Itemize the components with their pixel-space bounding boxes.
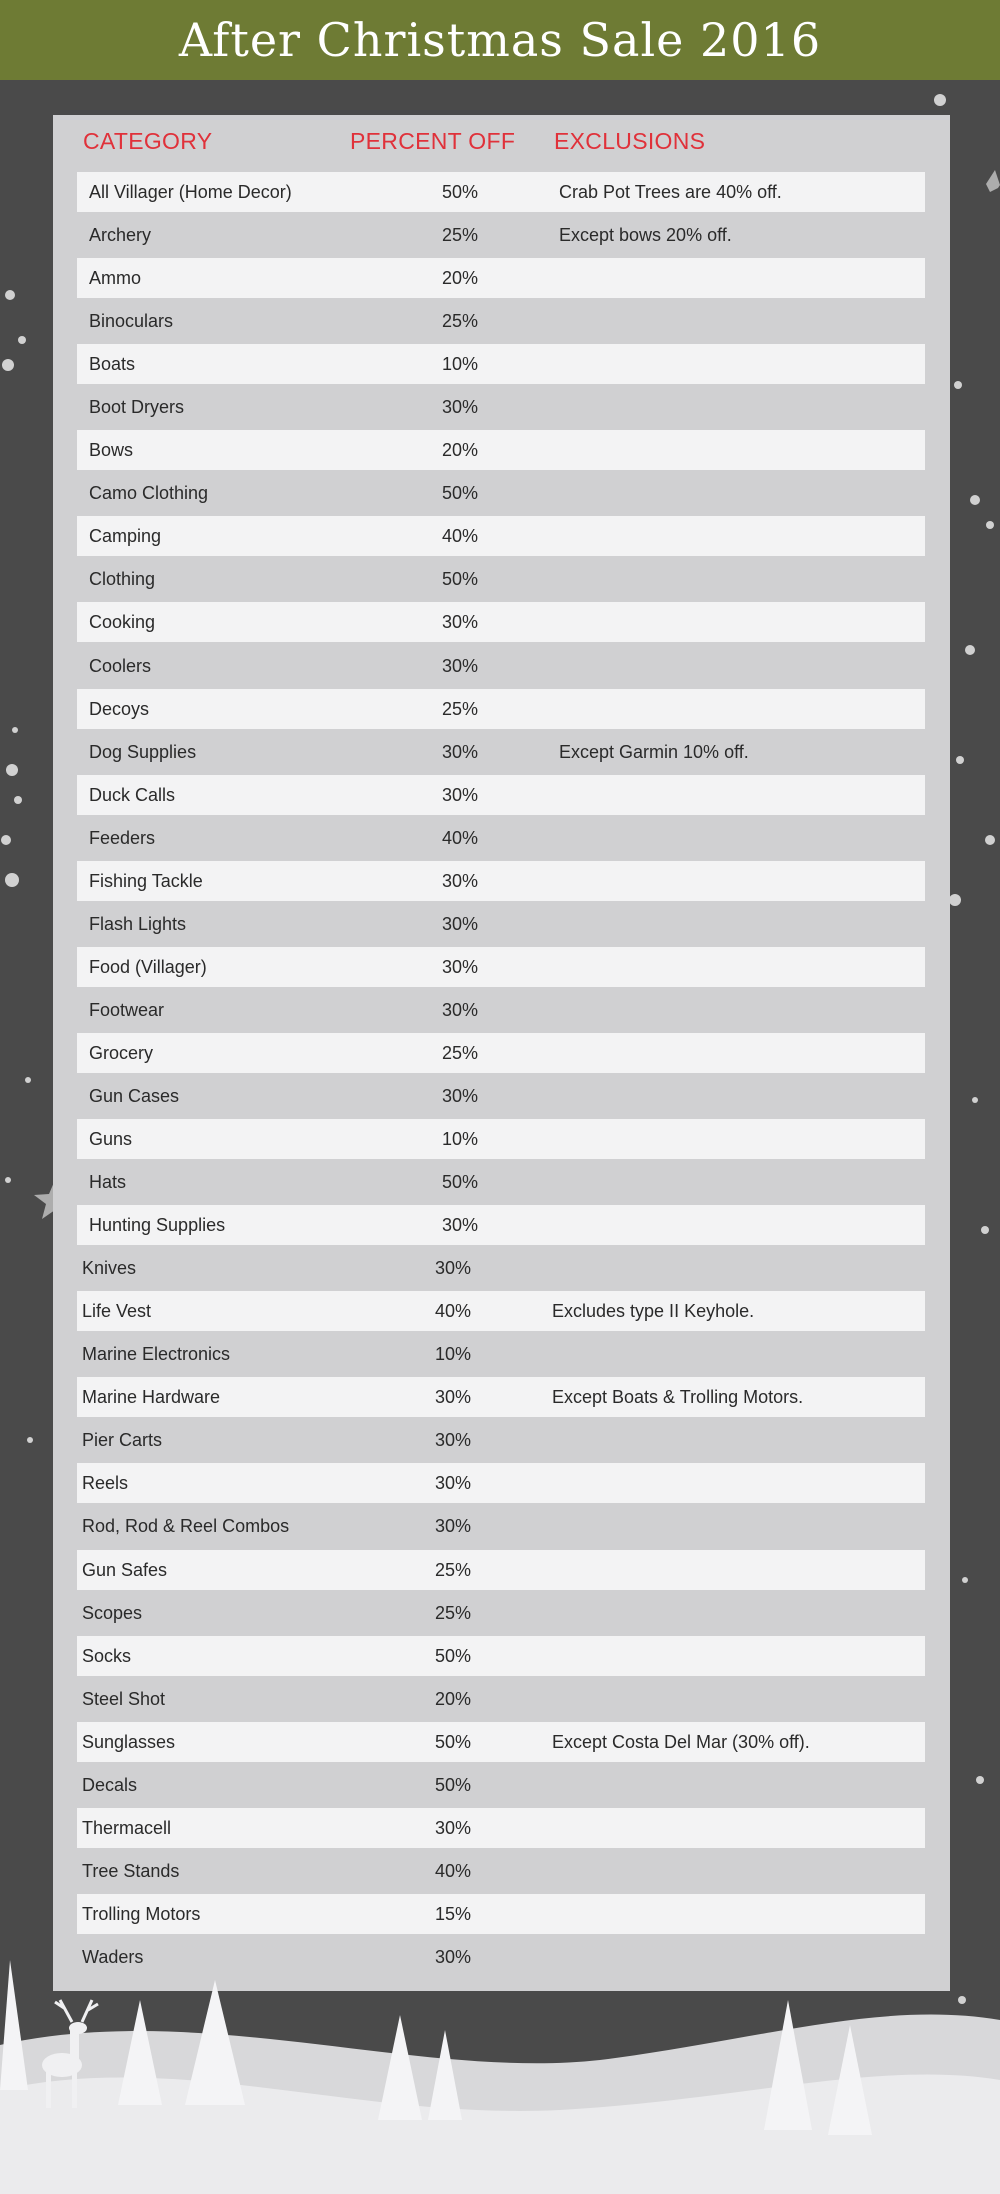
table-row — [77, 344, 925, 384]
table-row — [77, 775, 925, 815]
percent-off-cell: 25% — [442, 698, 479, 719]
table-row — [77, 1636, 925, 1676]
percent-off-cell: 10% — [442, 1129, 479, 1150]
table-row — [77, 172, 925, 212]
category-cell: Clothing — [89, 569, 156, 590]
percent-off-cell: 20% — [442, 268, 479, 289]
category-cell: Footwear — [89, 999, 165, 1020]
percent-off-cell: 20% — [435, 1688, 472, 1709]
category-cell: Marine Hardware — [82, 1387, 221, 1408]
percent-off-cell: 50% — [435, 1645, 472, 1666]
table-row — [77, 1248, 925, 1288]
table-row — [77, 990, 925, 1030]
table-row — [77, 689, 925, 729]
category-cell: Cooking — [89, 612, 156, 633]
category-cell: Gun Cases — [89, 1085, 180, 1106]
table-row — [77, 1334, 925, 1374]
winter-landscape — [0, 1930, 1000, 2194]
exclusion-cell: Crab Pot Trees are 40% off. — [559, 182, 782, 202]
table-row — [77, 1808, 925, 1848]
category-cell: Duck Calls — [89, 784, 176, 805]
table-row — [77, 1506, 925, 1546]
table-row — [77, 301, 925, 341]
table-row — [77, 258, 925, 298]
percent-off-cell: 20% — [442, 440, 479, 461]
category-cell: Trolling Motors — [82, 1903, 201, 1924]
table-row — [77, 818, 925, 858]
category-cell: Bows — [89, 440, 134, 461]
percent-off-cell: 30% — [442, 1215, 479, 1236]
percent-off-cell: 30% — [442, 956, 479, 977]
table-row — [77, 861, 925, 901]
percent-off-cell: 30% — [442, 999, 479, 1020]
percent-off-column-header: PERCENT OFF — [350, 128, 516, 154]
table-row — [77, 1894, 925, 1934]
percent-off-cell: 25% — [442, 225, 479, 246]
table-row — [77, 1291, 925, 1331]
table-row — [77, 1851, 925, 1891]
category-cell: Steel Shot — [82, 1688, 166, 1709]
category-cell: Decoys — [89, 698, 150, 719]
percent-off-cell: 30% — [442, 784, 479, 805]
percent-off-cell: 50% — [435, 1731, 472, 1752]
page-title: After Christmas Sale 2016 — [178, 13, 822, 67]
percent-off-cell: 50% — [435, 1774, 472, 1795]
table-row — [77, 1420, 925, 1460]
percent-off-cell: 30% — [442, 397, 479, 418]
percent-off-cell: 30% — [442, 1085, 479, 1106]
percent-off-cell: 30% — [435, 1430, 472, 1451]
table-row — [77, 1550, 925, 1590]
percent-off-cell: 25% — [442, 311, 479, 332]
percent-off-cell: 30% — [435, 1258, 472, 1279]
category-cell: Camo Clothing — [89, 483, 209, 504]
percent-off-cell: 50% — [442, 182, 479, 202]
category-cell: Hunting Supplies — [89, 1215, 226, 1236]
percent-off-cell: 30% — [435, 1946, 472, 1967]
table-row — [77, 602, 925, 642]
table-row — [77, 1033, 925, 1073]
table-row — [77, 1377, 925, 1417]
percent-off-cell: 25% — [442, 1042, 479, 1063]
percent-off-cell: 30% — [435, 1817, 472, 1838]
category-cell: Fishing Tackle — [89, 870, 203, 891]
percent-off-cell: 30% — [442, 655, 479, 676]
table-row — [77, 516, 925, 556]
table-row — [77, 732, 925, 772]
category-cell: Waders — [82, 1946, 144, 1967]
table-row — [77, 1593, 925, 1633]
table-row — [77, 904, 925, 944]
exclusion-cell: Excludes type II Keyhole. — [552, 1301, 755, 1322]
category-cell: Ammo — [89, 268, 142, 289]
percent-off-cell: 10% — [435, 1344, 472, 1365]
category-cell: Decals — [82, 1774, 138, 1795]
category-cell: Archery — [89, 225, 152, 246]
percent-off-cell: 15% — [435, 1903, 472, 1924]
percent-off-cell: 50% — [442, 483, 479, 504]
category-cell: Flash Lights — [89, 913, 187, 934]
category-cell: Sunglasses — [82, 1731, 176, 1752]
category-cell: Knives — [82, 1258, 137, 1279]
table-row — [77, 646, 925, 686]
percent-off-cell: 30% — [442, 870, 479, 891]
category-cell: Boot Dryers — [89, 397, 185, 418]
table-row — [77, 1119, 925, 1159]
table-row — [77, 1463, 925, 1503]
percent-off-cell: 40% — [435, 1860, 472, 1881]
exclusion-cell: Except Boats & Trolling Motors. — [552, 1387, 804, 1408]
percent-off-cell: 25% — [435, 1559, 472, 1580]
table-row — [77, 1722, 925, 1762]
category-cell: Tree Stands — [82, 1860, 180, 1881]
table-row — [77, 1162, 925, 1202]
percent-off-cell: 30% — [442, 913, 479, 934]
exclusion-cell: Except bows 20% off. — [559, 225, 732, 246]
category-cell: Marine Electronics — [82, 1344, 231, 1365]
category-cell: Thermacell — [82, 1817, 172, 1838]
category-column-header: CATEGORY — [83, 128, 213, 154]
percent-off-cell: 30% — [442, 612, 479, 633]
category-cell: Socks — [82, 1645, 132, 1666]
percent-off-cell: 30% — [435, 1473, 472, 1494]
category-cell: Feeders — [89, 827, 156, 848]
percent-off-cell: 30% — [435, 1387, 472, 1408]
percent-off-cell: 30% — [442, 741, 479, 762]
category-cell: Gun Safes — [82, 1559, 168, 1580]
category-cell: Scopes — [82, 1602, 143, 1623]
percent-off-cell: 40% — [435, 1301, 472, 1322]
percent-off-cell: 50% — [442, 1172, 479, 1193]
table-row — [77, 1679, 925, 1719]
exclusion-cell: Except Garmin 10% off. — [559, 741, 749, 762]
percent-off-cell: 40% — [442, 526, 479, 547]
category-cell: Food (Villager) — [89, 956, 207, 977]
table-row — [77, 215, 925, 255]
category-cell: Boats — [89, 354, 136, 375]
percent-off-cell: 50% — [442, 569, 479, 590]
category-cell: Binoculars — [89, 311, 174, 332]
category-cell: Coolers — [89, 655, 152, 676]
category-cell: Dog Supplies — [89, 741, 197, 762]
percent-off-cell: 30% — [435, 1516, 472, 1537]
category-cell: Life Vest — [82, 1301, 152, 1322]
header-bar — [0, 0, 1000, 80]
category-cell: Guns — [89, 1129, 133, 1150]
category-cell: Camping — [89, 526, 162, 547]
category-cell: Rod, Rod & Reel Combos — [82, 1516, 290, 1537]
table-row — [77, 430, 925, 470]
table-row — [77, 947, 925, 987]
category-cell: Hats — [89, 1172, 127, 1193]
exclusions-column-header: EXCLUSIONS — [554, 128, 706, 154]
category-cell: Grocery — [89, 1042, 154, 1063]
exclusion-cell: Except Costa Del Mar (30% off). — [552, 1731, 810, 1752]
percent-off-cell: 25% — [435, 1602, 472, 1623]
percent-off-cell: 10% — [442, 354, 479, 375]
category-cell: Reels — [82, 1473, 129, 1494]
sale-rows — [77, 172, 925, 1980]
table-row — [77, 1205, 925, 1245]
table-row — [77, 387, 925, 427]
percent-off-cell: 40% — [442, 827, 479, 848]
category-cell: Pier Carts — [82, 1430, 163, 1451]
category-cell: All Villager (Home Decor) — [89, 182, 292, 202]
table-row — [77, 473, 925, 513]
table-row — [77, 1765, 925, 1805]
table-row — [77, 559, 925, 599]
table-row — [77, 1076, 925, 1116]
